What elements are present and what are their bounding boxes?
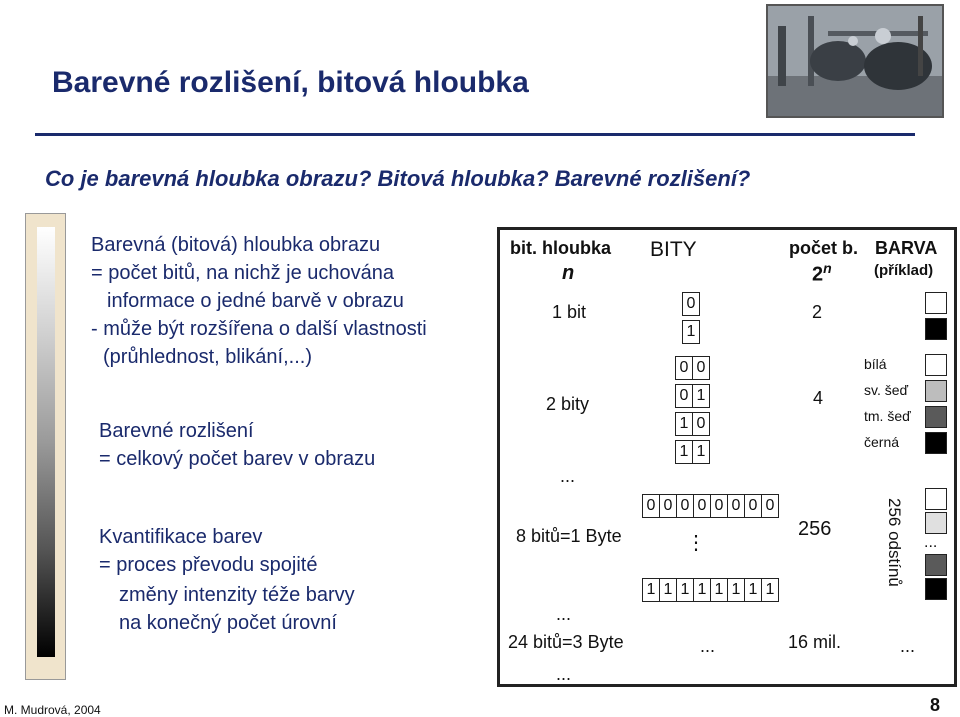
header-2n-exp: n [823,260,832,276]
row2-swatch-black [925,432,947,454]
row2-color-black: černá [864,434,900,450]
ellipsis-after-row24: ... [556,664,572,684]
row8-shades-label: 256 odstínů [885,498,904,587]
boiler-room-image [768,6,942,116]
resolution-line-1: Barevné rozlišení [99,420,254,442]
row2-code-10: 1 0 [675,412,709,436]
footer-author: M. Mudrová, 2004 [4,703,101,717]
row2-swatch-light-gray [925,380,947,402]
row8-swatch-white [925,488,947,510]
row2-color-dark-gray: tm. šeď [864,408,911,424]
row2-swatch-dark-gray [925,406,947,428]
depth-line-3: informace o jedné barvě v obrazu [107,290,404,312]
row8-vertical-ellipsis: ⋮ [686,532,706,554]
header-color: BARVA [875,238,938,258]
row8-swatch-light [925,512,947,534]
grayscale-gradient-bar [37,227,55,657]
resolution-line-2: = celkový počet barev v obrazu [99,448,376,470]
row8-swatch-dark [925,554,947,576]
header-2n [812,260,832,287]
depth-line-4: - může být rozšířena o další vlastnosti [91,318,427,340]
row8-code-zeros: 0 0 0 0 0 0 0 0 [642,494,778,518]
row24-label: 24 bitů=3 Byte [508,632,624,652]
quant-line-4: na konečný počet úrovní [119,612,337,634]
ellipsis-after-row8: ... [556,604,572,624]
title-divider [35,133,915,136]
row2-code-11: 1 1 [675,440,709,464]
row2-swatch-white [925,354,947,376]
depth-line-5: (průhlednost, blikání,...) [103,346,312,368]
row2-count: 4 [813,388,824,408]
row2-label: 2 bity [546,394,590,414]
page-title: Barevné rozlišení, bitová hloubka [52,66,529,99]
header-bit-depth: bit. hloubka [510,238,611,258]
quant-line-1: Kvantifikace barev [99,526,263,548]
row1-code-0: 0 [682,292,699,316]
row8-swatch-black [925,578,947,600]
row2-color-light-gray: sv. šeď [864,382,909,398]
page-subtitle: Co je barevná hloubka obrazu? Bitová hloubka? Barevné rozlišení? [45,166,751,191]
industrial-photo [766,4,944,118]
row24-bits-ellipsis: ... [700,636,716,656]
ellipsis-after-row2: ... [560,466,576,486]
row1-code-1: 1 [682,320,699,344]
depth-line-1: Barevná (bitová) hloubka obrazu [91,234,381,256]
page-number: 8 [930,695,941,715]
row8-swatch-ellipsis: ... [924,534,938,551]
header-2n-base: 2 [812,263,824,286]
quant-line-2: = proces převodu spojité [99,554,318,576]
row2-code-00: 0 0 [675,356,709,380]
header-bits: BITY [650,238,697,261]
depth-line-2: = počet bitů, na nichž je uchována [91,262,394,284]
row1-count: 2 [812,302,823,322]
header-example: (příklad) [874,262,934,279]
row1-swatch-white [925,292,947,314]
bit-depth-table [497,227,957,687]
row1-swatch-black [925,318,947,340]
row8-count: 256 [798,518,832,540]
header-count: počet b. [789,238,859,258]
row2-color-white: bílá [864,356,887,372]
row24-count: 16 mil. [788,632,842,652]
row8-label: 8 bitů=1 Byte [516,526,622,546]
quant-line-3: změny intenzity téže barvy [119,584,355,606]
row2-code-01: 0 1 [675,384,709,408]
row1-label: 1 bit [552,302,587,322]
header-n: n [562,262,575,284]
row24-color-ellipsis: ... [900,636,916,656]
row8-code-ones: 1 1 1 1 1 1 1 1 [642,578,778,602]
